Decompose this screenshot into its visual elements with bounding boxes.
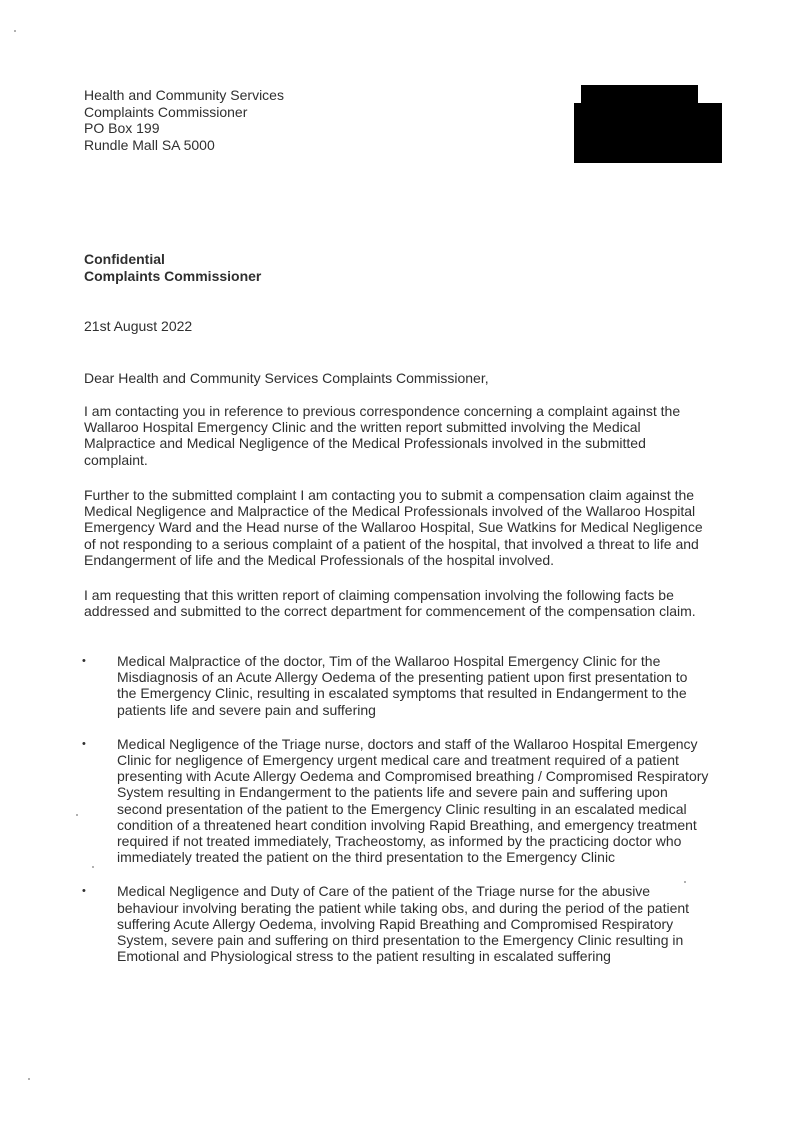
complaint-list	[80, 653, 710, 982]
recipient-address	[84, 87, 284, 153]
recipient-line: Rundle Mall SA 5000	[84, 136, 215, 153]
scan-speck	[684, 881, 686, 883]
recipient-line: Complaints Commissioner	[84, 103, 248, 120]
list-item	[80, 883, 710, 964]
list-item-text: Medical Malpractice of the doctor, Tim of the Wallaroo Hospital Emergency Clinic for the Misdiagnosis of an Acute Allergy Oedema of the presenting patient upon first presentation to the Emergency Clinic, resulting in escalated symptoms that resulted in Endangerment to the patients life and severe pain and suffering	[117, 653, 688, 718]
confidential-heading	[84, 251, 261, 285]
heading-line-commissioner: Complaints Commissioner	[84, 268, 262, 284]
paragraph-reference: I am contacting you in reference to previous correspondence concerning a complaint against the Wallaroo Hospital Emergency Clinic and the written report submitted involving the Medical Malpractice and Medical Negligence of the Medical Professionals involved in the submitted complaint.	[84, 403, 681, 468]
bullet-icon: •	[82, 737, 86, 750]
bullet-icon: •	[82, 655, 86, 667]
scan-speck	[28, 1078, 30, 1080]
heading-line-confidential: Confidential	[84, 251, 165, 267]
letter-date: 21st August 2022	[84, 318, 193, 334]
scan-speck	[76, 814, 78, 816]
redaction-block-main	[574, 103, 722, 163]
bullet-icon: •	[82, 885, 86, 898]
paragraph-request: I am requesting that this written report of claiming compensation involving the following facts be addressed and submitted to the correct department for commencement of the compensation claim.	[84, 587, 696, 620]
list-item	[80, 653, 710, 718]
scan-speck	[14, 30, 16, 32]
list-item-text: Medical Negligence of the Triage nurse, doctors and staff of the Wallaroo Hospital Emergency Clinic for negligence of Emergency urgent medical care and treatment required of a patient presenting with Acute Allergy Oedema and Compromised breathing / Compromised Respiratory System resulting in Endangerment to the patients life and severe pain and suffering upon second presentation of the patient to the Emergency Clinic resulting in an escalated medical condition of a threatened heart condition involving Rapid Breathing, and emergency treatment required if not treated immediately, Tracheostomy, as informed by the practicing doctor who immediately treated the patient on the third presentation to the Emergency Clinic	[117, 735, 709, 866]
recipient-line: PO Box 199	[84, 120, 160, 136]
salutation: Dear Health and Community Services Complaints Commissioner,	[84, 370, 489, 386]
recipient-line: Health and Community Services	[84, 87, 284, 103]
paragraph-compensation-claim: Further to the submitted complaint I am contacting you to submit a compensation claim against the Medical Negligence and Malpractice of the Medical Professionals involved of the Wallaroo Hospital Emergency Ward and the Head nurse of the Wallaroo Hospital, Sue Watkins for Medical Negligence of not responding to a serious complaint of a patient of the hospital, that involved a threat to life and Endangerment of life and the Medical Professionals of the hospital involved.	[84, 487, 703, 568]
scan-speck	[92, 866, 94, 868]
list-item	[80, 736, 710, 866]
list-item-text: Medical Negligence and Duty of Care of the patient of the Triage nurse for the abusive behaviour involving berating the patient while taking obs, and during the period of the patient suffering Acute Allergy Oedema, involving Rapid Breathing and Compromised Respiratory System, severe pain and suffering on third presentation to the Emergency Clinic resulting in Emotional and Physiological stress to the patient resulting in escalated suffering	[117, 883, 690, 965]
